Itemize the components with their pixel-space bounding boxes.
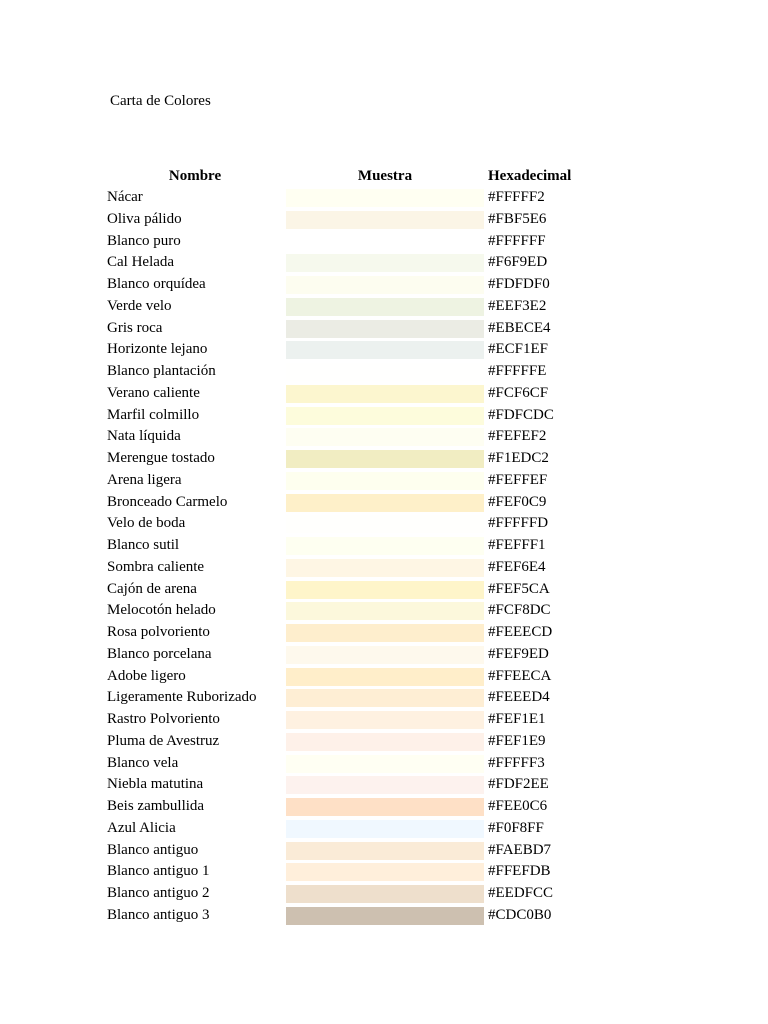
color-name-cell: Merengue tostado [107,450,215,466]
color-name-cell: Bronceado Carmelo [107,493,228,510]
table-row [0,818,768,840]
color-swatch [286,668,484,686]
table-row [0,579,768,601]
table-row [0,405,768,427]
hex-code-cell: #FDFDF0 [488,276,550,292]
column-header-sample: Muestra [357,168,413,184]
color-name-cell: Rastro Polvoriento [107,711,220,727]
table-row [0,231,768,253]
hex-code-cell: #FFFFF2 [488,189,545,205]
color-swatch [286,820,484,838]
color-swatch [286,320,484,338]
color-swatch [286,233,484,251]
table-row [0,666,768,688]
hex-code-cell: #FFFFFF [488,232,546,249]
color-swatch [286,885,484,903]
color-name-cell: Pluma de Avestruz [107,732,220,749]
hex-code-cell: #FFEFDB [488,863,551,880]
hex-code-cell: #FDFCDC [488,406,554,423]
color-name-cell: Blanco vela [107,754,179,771]
color-name-cell: Azul Alicia [107,819,176,836]
hex-code-cell: #FEF9ED [488,645,549,662]
table-header [0,166,768,186]
color-swatch [286,559,484,577]
table-row [0,383,768,405]
table-row [0,622,768,644]
hex-code-cell: #FEEED4 [488,689,550,706]
hex-code-cell: #FEF0C9 [488,493,547,510]
table-row [0,600,768,622]
color-swatch [286,298,484,316]
color-swatch [286,711,484,729]
color-name-cell: Nácar [107,189,143,205]
color-name-cell: Sombra caliente [107,558,205,575]
color-table-body [0,187,768,927]
hex-code-cell: #FCF6CF [488,384,549,401]
table-row [0,492,768,514]
table-row [0,274,768,296]
color-name-cell: Marfil colmillo [107,406,200,423]
color-name-cell: Adobe ligero [107,667,186,684]
hex-code-cell: #FEF1E9 [488,732,546,749]
table-row [0,644,768,666]
color-swatch [286,733,484,751]
color-name-cell: Cal Helada [107,254,175,271]
color-swatch [286,689,484,707]
color-swatch [286,581,484,599]
color-swatch [286,276,484,294]
hex-code-cell: #FFFFF3 [488,754,545,771]
table-row [0,753,768,775]
color-name-cell: Blanco antiguo 1 [107,863,210,880]
table-row [0,296,768,318]
color-name-cell: Verde velo [107,297,172,314]
hex-code-cell: #FFFFFE [488,363,547,379]
color-swatch [286,494,484,512]
document-title: Carta de Colores [110,93,211,109]
table-row [0,774,768,796]
hex-code-cell: #FEFFF1 [488,537,546,553]
hex-code-cell: #F0F8FF [488,819,544,836]
color-swatch [286,755,484,773]
color-name-cell: Gris roca [107,319,163,336]
hex-code-cell: #FEFFEF [488,471,548,488]
table-row [0,209,768,231]
hex-code-cell: #F1EDC2 [488,450,549,466]
hex-code-cell: #EEF3E2 [488,297,547,314]
color-swatch [286,363,484,381]
color-swatch [286,515,484,533]
hex-code-cell: #CDC0B0 [488,906,552,923]
color-name-cell: Horizonte lejano [107,341,208,358]
color-name-cell: Blanco antiguo 3 [107,906,210,923]
color-swatch [286,863,484,881]
hex-code-cell: #FBF5E6 [488,210,547,227]
color-swatch [286,450,484,468]
table-row [0,687,768,709]
table-row [0,796,768,818]
table-row [0,426,768,448]
hex-code-cell: #EBECE4 [488,319,551,336]
color-name-cell: Blanco sutil [107,537,180,553]
table-row [0,883,768,905]
color-name-cell: Blanco puro [107,232,181,249]
hex-code-cell: #EEDFCC [488,885,554,901]
color-swatch [286,428,484,446]
color-swatch [286,407,484,425]
hex-code-cell: #FFEECA [488,667,552,684]
color-swatch [286,907,484,925]
color-name-cell: Arena ligera [107,471,182,488]
hex-code-cell: #FFFFFD [488,515,549,532]
color-name-cell: Blanco antiguo 2 [107,885,210,901]
color-name-cell: Nata líquida [107,428,181,445]
table-row [0,840,768,862]
color-name-cell: Verano caliente [107,384,200,401]
table-row [0,187,768,209]
color-name-cell: Ligeramente Ruborizado [107,689,257,706]
table-row [0,905,768,927]
color-swatch [286,537,484,555]
column-header-hex: Hexadecimal [488,168,572,184]
color-swatch [286,602,484,620]
color-name-cell: Cajón de arena [107,580,197,597]
table-row [0,318,768,340]
table-row [0,339,768,361]
color-name-cell: Blanco antiguo [107,841,199,858]
color-name-cell: Oliva pálido [107,210,182,227]
table-row [0,448,768,470]
color-name-cell: Rosa polvoriento [107,624,210,640]
color-swatch [286,341,484,359]
table-row [0,470,768,492]
hex-code-cell: #FEE0C6 [488,798,548,814]
hex-code-cell: #ECF1EF [488,341,549,358]
table-row [0,252,768,274]
color-swatch [286,798,484,816]
color-name-cell: Velo de boda [107,515,186,532]
table-row [0,557,768,579]
hex-code-cell: #FEF1E1 [488,711,546,727]
color-swatch [286,385,484,403]
color-swatch [286,842,484,860]
table-row [0,361,768,383]
color-swatch [286,211,484,229]
color-swatch [286,254,484,272]
color-name-cell: Melocotón helado [107,602,216,619]
hex-code-cell: #FDF2EE [488,776,549,793]
column-header-name: Nombre [168,168,222,184]
color-name-cell: Beis zambullida [107,798,205,814]
hex-code-cell: #FEF5CA [488,580,550,597]
hex-code-cell: #FAEBD7 [488,841,552,858]
color-swatch [286,624,484,642]
table-row [0,535,768,557]
hex-code-cell: #F6F9ED [488,254,548,271]
color-swatch [286,189,484,207]
color-name-cell: Blanco plantación [107,363,216,379]
color-swatch [286,646,484,664]
table-row [0,731,768,753]
table-row [0,861,768,883]
color-name-cell: Blanco orquídea [107,276,206,292]
table-row [0,513,768,535]
color-name-cell: Niebla matutina [107,776,204,793]
hex-code-cell: #FEFEF2 [488,428,547,445]
hex-code-cell: #FEEECD [488,624,553,640]
hex-code-cell: #FCF8DC [488,602,551,619]
color-swatch [286,472,484,490]
table-row [0,709,768,731]
color-name-cell: Blanco porcelana [107,645,212,662]
color-swatch [286,776,484,794]
hex-code-cell: #FEF6E4 [488,558,546,575]
